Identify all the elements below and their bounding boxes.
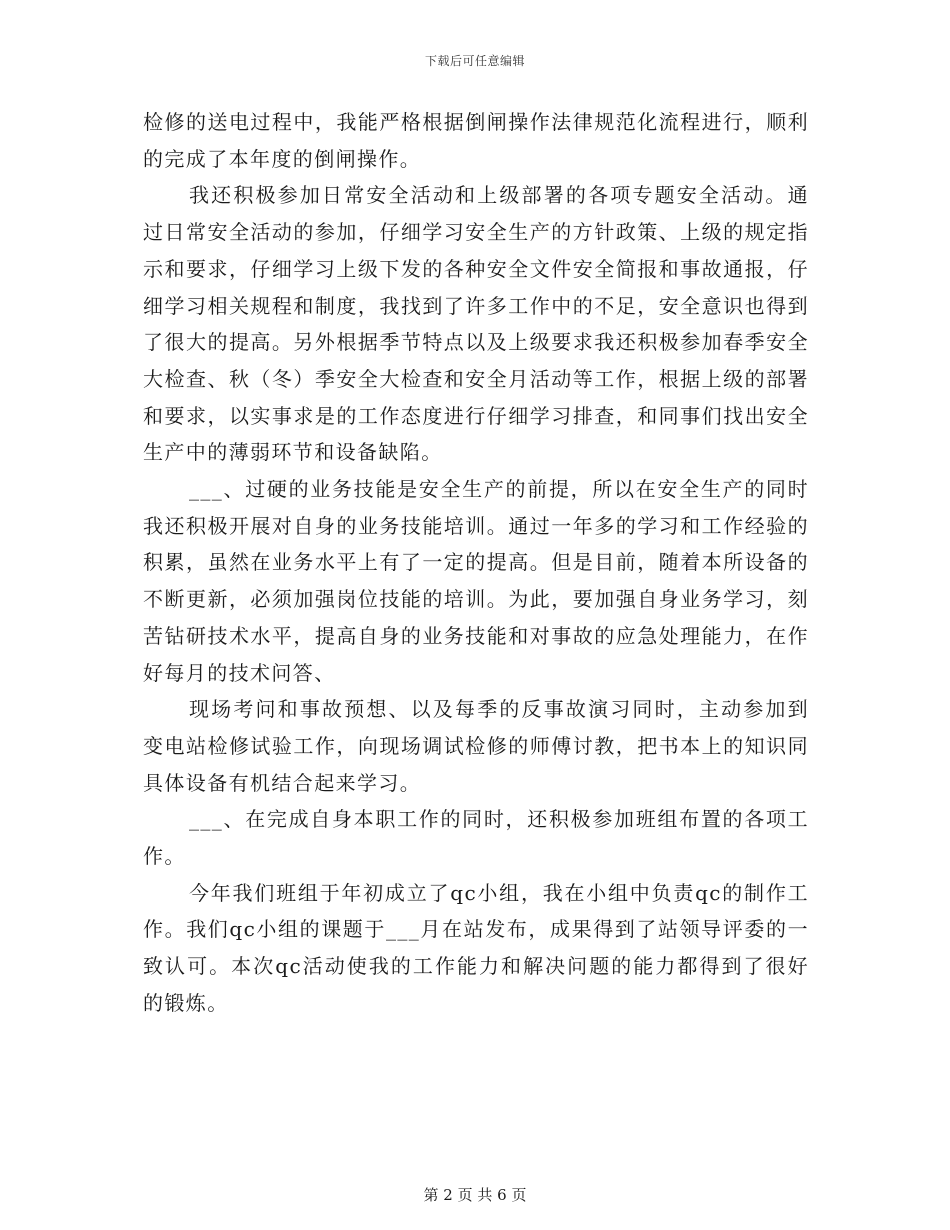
paragraph-continuation: 检修的送电过程中，我能严格根据倒闸操作法律规范化流程进行，顺利的完成了本年度的倒闸操作。 [143,110,809,171]
page-header: 下载后可任意编辑 [424,54,525,68]
paragraph-qc-group: 今年我们班组于年初成立了qc小组，我在小组中负责qc的制作工作。我们qc小组的课题于___月在站发布，成果得到了站领导评委的一致认可。本次qc活动使我的工作能力和解决问题的能力都得到了很好的锻炼。 [143,880,809,1015]
paragraph-skills-training: ___、过硬的业务技能是安全生产的前提，所以在安全生产的同时我还积极开展对自身的业务技能培训。通过一年多的学习和工作经验的积累，虽然在业务水平上有了一定的提高。但是目前，随着本所设备的不断更新，必须加强岗位技能的培训。为此，要加强自身业务学习，刻苦钻研技术水平，提高自身的业务技能和对事故的应急处理能力，在作好每月的技术问答、 [143,477,809,685]
paragraph-team-work: ___、在完成自身本职工作的同时，还积极参加班组布置的各项工作。 [143,807,809,869]
paragraph-safety-activities: 我还积极参加日常安全活动和上级部署的各项专题安全活动。通过日常安全活动的参加，仔细学习安全生产的方针政策、上级的规定指示和要求，仔细学习上级下发的各种安全文件安全简报和事故通报，仔细学习相关规程和制度，我找到了许多工作中的不足，安全意识也得到了很大的提高。另外根据季节特点以及上级要求我还积极参加春季安全大检查、秋（冬）季安全大检查和安全月活动等工作，根据上级的部署和要求，以实事求是的工作态度进行仔细学习排查，和同事们找出安全生产中的薄弱环节和设备缺陷。 [143,183,809,465]
page-number-footer: 第 2 页 共 6 页 [423,1186,527,1204]
document-body [143,104,809,1022]
paragraph-field-practice: 现场考问和事故预想、以及每季的反事故演习同时，主动参加到变电站检修试验工作，向现场调试检修的师傅讨教，把书本上的知识同具体设备有机结合起来学习。 [143,697,809,795]
